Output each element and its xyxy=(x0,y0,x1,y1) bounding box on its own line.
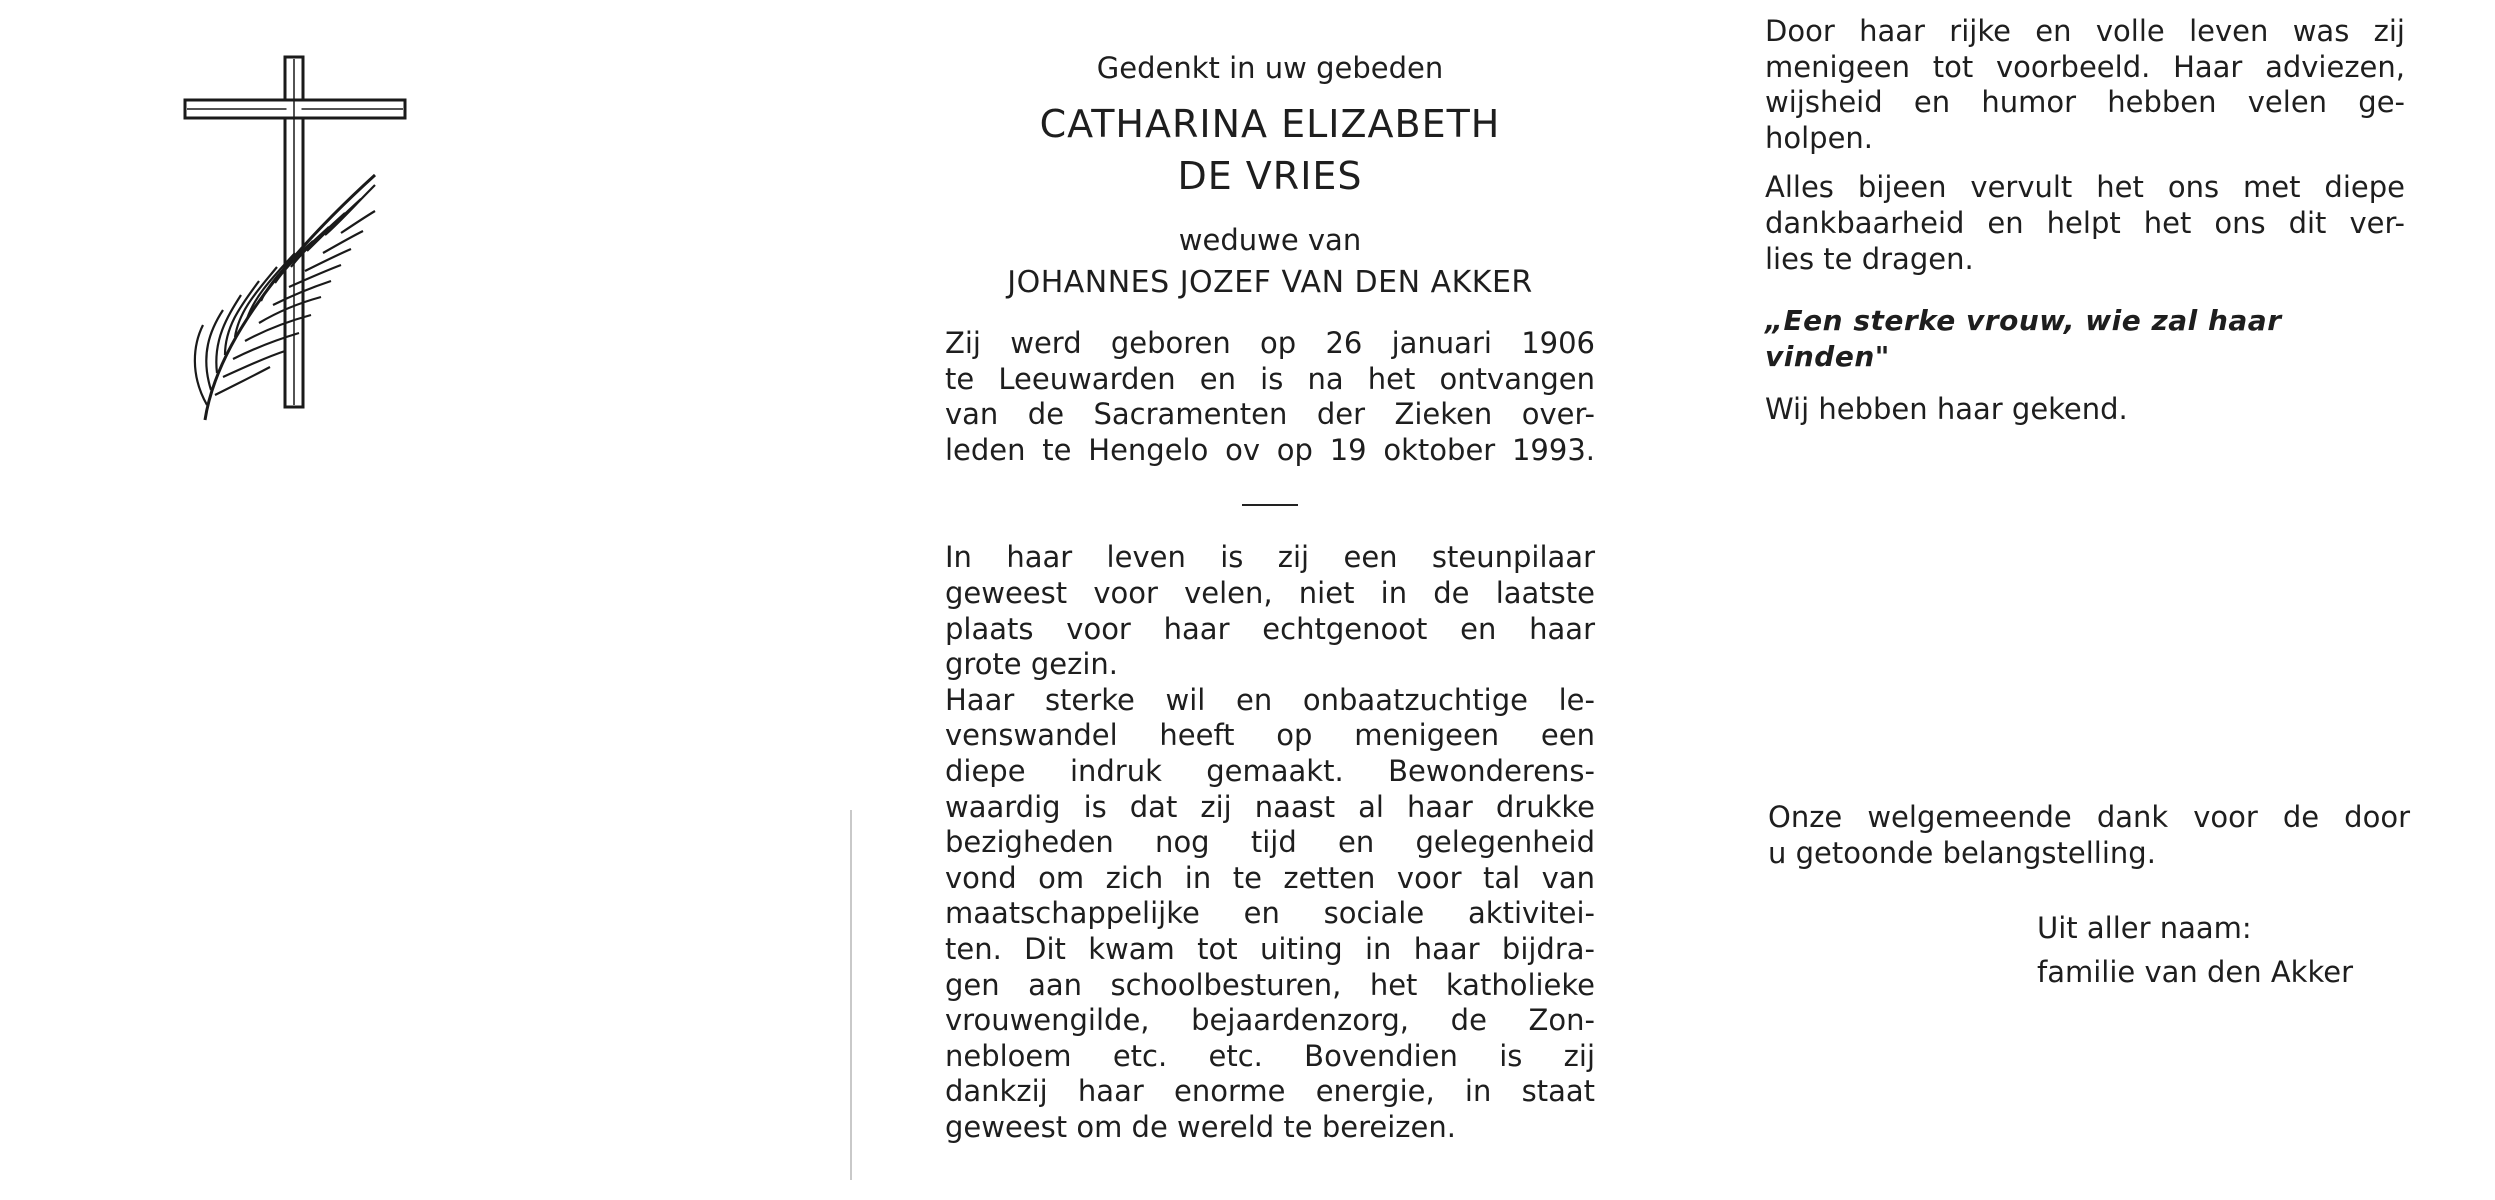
life-line: plaats voor haar echtgenoot en haar xyxy=(945,611,1595,646)
life-line: grote gezin. xyxy=(945,647,1118,682)
deceased-name-line-1: CATHARINA ELIZABETH xyxy=(1039,102,1501,146)
life-line: geweest om de wereld te bereizen. xyxy=(945,1109,1456,1144)
life-line: ten. Dit kwam tot uiting in haar bijdra- xyxy=(945,931,1595,966)
cross-with-palm-branch-icon xyxy=(175,55,425,435)
life-line: gen aan schoolbesturen, het katholieke xyxy=(945,967,1595,1002)
life-line: venswandel heeft op menigeen een xyxy=(945,718,1595,753)
quote: „Een sterke vrouw, wie zal haar vinden" xyxy=(1765,304,2282,374)
signature xyxy=(2037,906,2353,994)
gratitude-line: Alles bijeen vervult het ons met diepe xyxy=(1765,170,2405,205)
life-line: maatschappelijke en sociale aktivitei- xyxy=(945,896,1595,931)
gratitude-paragraph xyxy=(1765,170,2405,277)
signature-line-2: familie van den Akker xyxy=(2037,955,2353,989)
fold-line xyxy=(850,810,852,1180)
birth-line: Zij werd geboren op 26 januari 1906 xyxy=(945,326,1595,360)
right-column xyxy=(1765,14,2405,427)
example-line: holpen. xyxy=(1765,120,1874,155)
life-line: nebloem etc. etc. Bovendien is zij xyxy=(945,1038,1595,1073)
life-line: vrouwengilde, bejaardenzorg, de Zon- xyxy=(945,1003,1595,1038)
known-line: Wij hebben haar gekend. xyxy=(1765,392,2128,427)
birth-line: van de Sacramenten der Zieken over- xyxy=(945,397,1595,432)
life-line: In haar leven is zij een steunpilaar xyxy=(945,540,1595,575)
life-line: vond om zich in te zetten voor tal van xyxy=(945,860,1595,895)
birth-line: leden te Hengelo ov op 19 oktober 1993. xyxy=(945,432,1595,467)
remember-line: Gedenkt in uw gebeden xyxy=(1096,51,1444,85)
thanks-paragraph xyxy=(1768,800,2410,871)
life-line: dankzij haar enorme energie, in staat xyxy=(945,1074,1595,1109)
thanks-line: u getoonde belangstelling. xyxy=(1768,835,2156,870)
example-line: Door haar rijke en volle leven was zij xyxy=(1765,14,2405,48)
divider xyxy=(1242,504,1298,506)
center-column xyxy=(945,50,1595,1145)
deceased-name-line-2: DE VRIES xyxy=(1177,154,1363,198)
gratitude-line: lies te dragen. xyxy=(1765,241,1974,276)
signature-line-1: Uit aller naam: xyxy=(2037,911,2252,945)
example-line: wijsheid en humor hebben velen ge- xyxy=(1765,85,2405,120)
life-paragraph xyxy=(945,540,1595,1145)
life-line: waardig is dat zij naast al haar drukke xyxy=(945,789,1595,824)
thanks-line: Onze welgemeende dank voor de door xyxy=(1768,800,2410,834)
example-paragraph xyxy=(1765,14,2405,156)
life-line: geweest voor velen, niet in de laatste xyxy=(945,575,1595,610)
spouse-name: JOHANNES JOZEF VAN DEN AKKER xyxy=(1007,265,1533,300)
birth-death-paragraph xyxy=(945,326,1595,468)
birth-line: te Leeuwarden en is na het ontvangen xyxy=(945,361,1595,396)
widow-of-line: weduwe van xyxy=(1178,223,1362,257)
life-line: bezigheden nog tijd en gelegenheid xyxy=(945,825,1595,860)
life-line: diepe indruk gemaakt. Bewonderens- xyxy=(945,753,1595,788)
gratitude-line: dankbaarheid en helpt het ons dit ver- xyxy=(1765,205,2405,240)
life-line: Haar sterke wil en onbaatzuchtige le- xyxy=(945,682,1595,717)
example-line: menigeen tot voorbeeld. Haar adviezen, xyxy=(1765,49,2405,84)
